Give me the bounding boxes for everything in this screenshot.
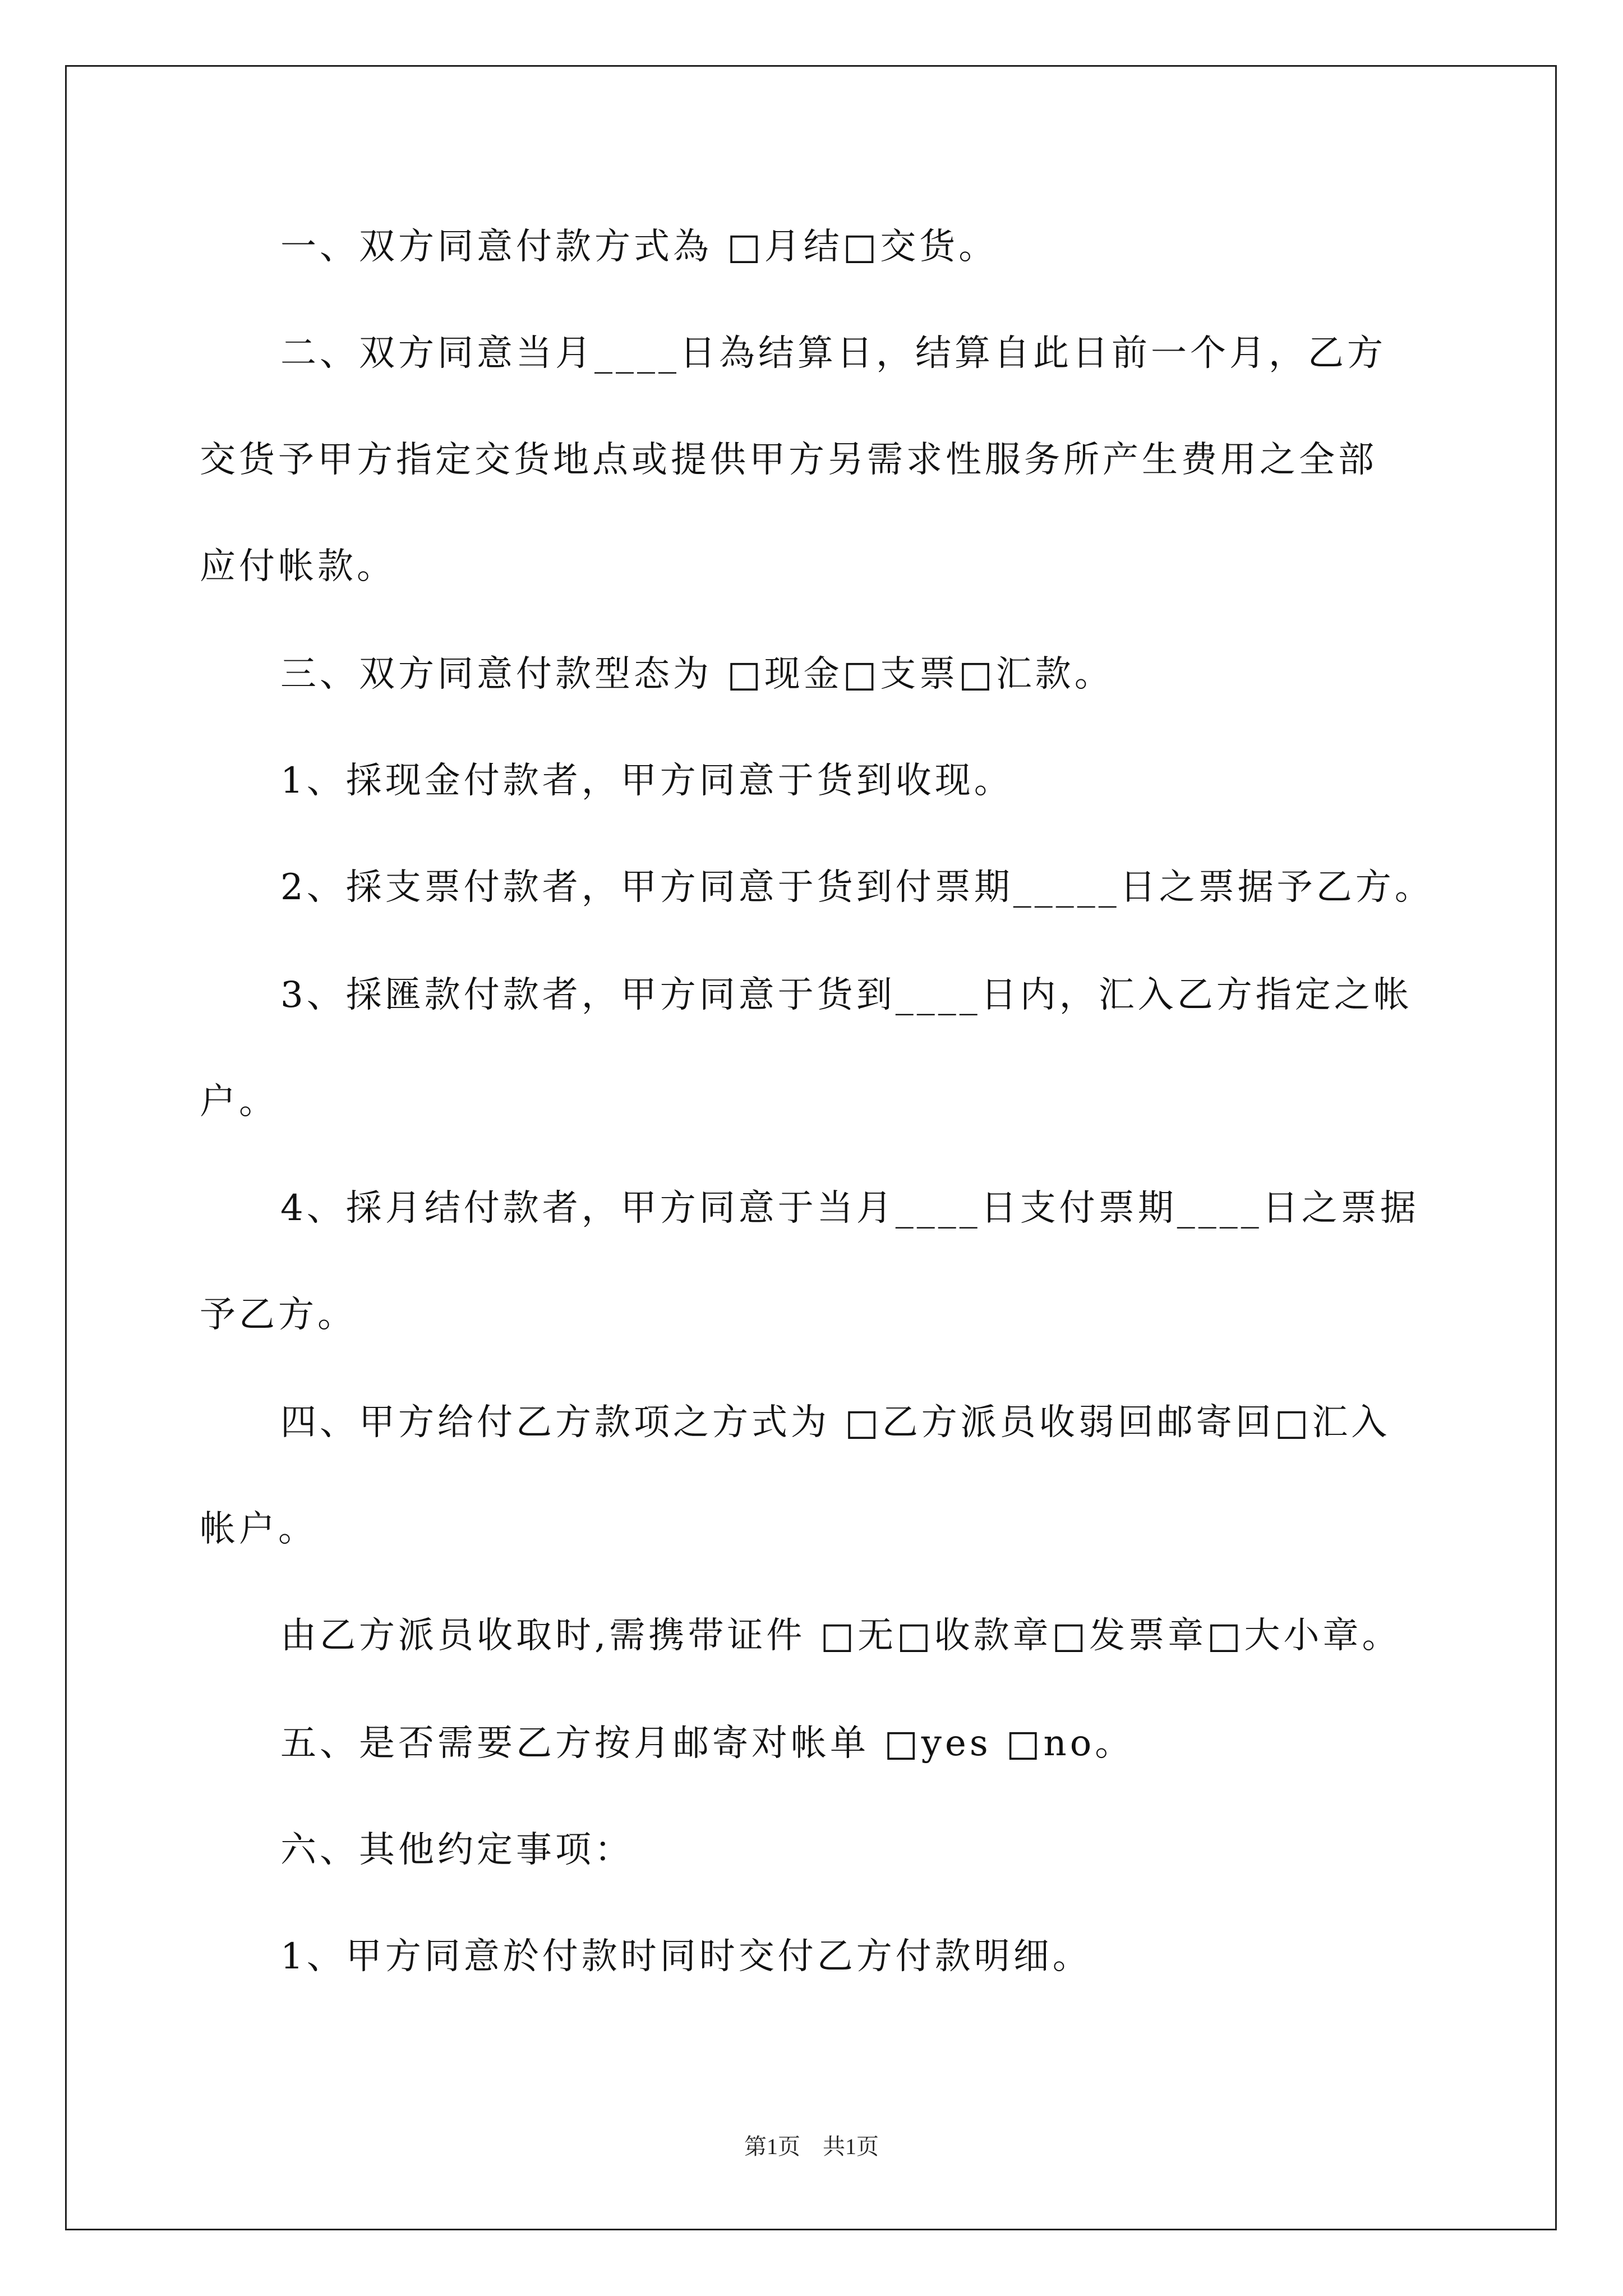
paragraph-line: 1、甲方同意於付款时同时交付乙方付款明细。 — [280, 1936, 1092, 1977]
paragraph-line: 由乙方派员收取时,需携带证件 □无□收款章□发票章□大小章。 — [280, 1615, 1401, 1657]
paragraph-line: 户。 — [200, 1081, 278, 1122]
paragraph-line: 2、採支票付款者，甲方同意于货到付票期_____日之票据予乙方。 — [280, 867, 1434, 908]
paragraph-line: 三、双方同意付款型态为 □现金□支票□汇款。 — [280, 654, 1114, 695]
paragraph-line: 应付帐款。 — [200, 546, 396, 587]
paragraph-line: 3、採匯款付款者，甲方同意于货到____日内，汇入乙方指定之帐 — [280, 974, 1413, 1016]
paragraph-line: 五、是否需要乙方按月邮寄对帐单 □yes □no。 — [280, 1723, 1135, 1764]
page-number-footer: 第1页 共1页 — [744, 2134, 879, 2159]
page-border — [65, 65, 1557, 2230]
paragraph-line: 六、其他约定事项： — [280, 1829, 634, 1871]
paragraph-line: 4、採月结付款者，甲方同意于当月____日支付票期____日之票据 — [280, 1188, 1419, 1229]
paragraph-line: 一、双方同意付款方式為 □月结□交货。 — [280, 226, 998, 268]
paragraph-line: 帐户。 — [200, 1508, 317, 1550]
paragraph-line: 予乙方。 — [200, 1294, 357, 1336]
paragraph-line: 交货予甲方指定交货地点或提供甲方另需求性服务所产生费用之全部 — [200, 439, 1377, 481]
paragraph-line: 四、甲方给付乙方款项之方式为 □乙方派员收弱回邮寄回□汇入 — [280, 1402, 1391, 1443]
paragraph-line: 二、双方同意当月____日為结算日，结算自此日前一个月，乙方 — [280, 333, 1386, 374]
paragraph-line: 1、採现金付款者，甲方同意于货到收现。 — [280, 760, 1013, 802]
